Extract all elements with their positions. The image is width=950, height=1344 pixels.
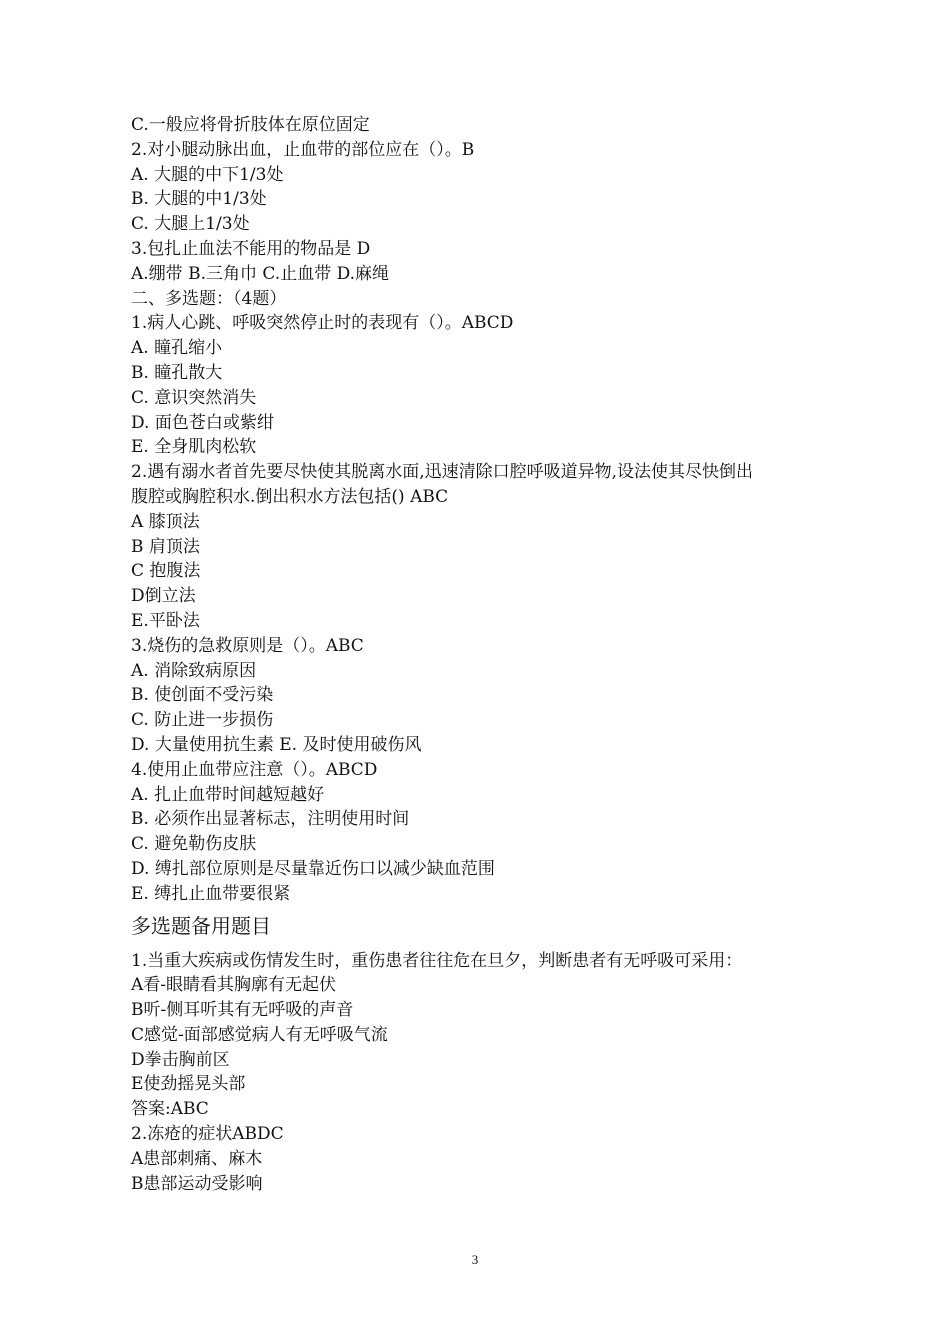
text-line: B患部运动受影响 bbox=[131, 1173, 263, 1194]
text-line: D拳击胸前区 bbox=[131, 1049, 230, 1070]
text-line: 3.包扎止血法不能用的物品是 D bbox=[131, 238, 371, 259]
text-line: C 抱腹法 bbox=[131, 561, 201, 582]
text-line: A患部刺痛、麻木 bbox=[131, 1148, 263, 1169]
text-line: C感觉-面部感觉病人有无呼吸气流 bbox=[131, 1024, 388, 1045]
text-line: A 膝顶法 bbox=[131, 511, 200, 532]
text-line: 2.对小腿动脉出血，止血带的部位应在（）。B bbox=[131, 139, 475, 160]
text-line: 1.病人心跳、呼吸突然停止时的表现有（）。ABCD bbox=[131, 313, 514, 334]
text-line: B 肩顶法 bbox=[131, 536, 200, 557]
text-line: B. 大腿的中1/3处 bbox=[131, 189, 267, 210]
text-line: C. 避免勒伤皮肤 bbox=[131, 834, 257, 855]
text-line: A. 扎止血带时间越短越好 bbox=[131, 784, 325, 805]
text-line: B听-侧耳听其有无呼吸的声音 bbox=[131, 1000, 354, 1021]
text-block-part2 bbox=[131, 949, 851, 1197]
text-line: C. 意识突然消失 bbox=[131, 387, 257, 408]
text-line: C. 大腿上1/3处 bbox=[131, 214, 250, 235]
text-line: 4.使用止血带应注意（）。ABCD bbox=[131, 759, 378, 780]
text-line: A. 消除致病原因 bbox=[131, 660, 257, 681]
text-line: B. 使创面不受污染 bbox=[131, 685, 274, 706]
text-line: 1.当重大疾病或伤情发生时，重伤患者往往危在旦夕，判断患者有无呼吸可采用： bbox=[131, 950, 743, 971]
text-line: E使劲摇晃头部 bbox=[131, 1074, 246, 1095]
text-line: D. 面色苍白或紫绀 bbox=[131, 412, 274, 433]
text-line: 二、多选题：（4题） bbox=[131, 288, 287, 309]
text-line: D. 缚扎部位原则是尽量靠近伤口以减少缺血范围 bbox=[131, 858, 495, 879]
text-line: A. 瞳孔缩小 bbox=[131, 338, 223, 359]
text-line: B. 必须作出显著标志，注明使用时间 bbox=[131, 809, 410, 830]
text-line: A. 大腿的中下1/3处 bbox=[131, 164, 284, 185]
text-line: 3.烧伤的急救原则是（）。ABC bbox=[131, 635, 364, 656]
text-line: C.一般应将骨折肢体在原位固定 bbox=[131, 115, 370, 135]
text-line: E.平卧法 bbox=[131, 610, 200, 631]
page-content bbox=[131, 113, 851, 1196]
text-line: D倒立法 bbox=[131, 586, 196, 607]
text-block-part1 bbox=[131, 113, 851, 907]
section-heading: 多选题备用题目 bbox=[131, 913, 271, 938]
page-number: 3 bbox=[471, 1252, 479, 1267]
text-line: A看-眼睛看其胸廓有无起伏 bbox=[131, 975, 337, 996]
text-line: 答案:ABC bbox=[131, 1099, 209, 1120]
text-line: 2.冻疮的症状ABDC bbox=[131, 1124, 284, 1145]
text-line: E. 全身肌肉松软 bbox=[131, 437, 257, 458]
text-line: A.绷带 B.三角巾 C.止血带 D.麻绳 bbox=[131, 263, 390, 284]
text-line: D. 大量使用抗生素 E. 及时使用破伤风 bbox=[131, 734, 422, 755]
text-line: E. 缚扎止血带要很紧 bbox=[131, 883, 291, 904]
text-line: 2.遇有溺水者首先要尽快使其脱离水面,迅速清除口腔呼吸道异物,设法使其尽快倒出 bbox=[131, 462, 754, 483]
text-line: B. 瞳孔散大 bbox=[131, 362, 223, 383]
text-line: 腹腔或胸腔积水.倒出积水方法包括() ABC bbox=[131, 486, 449, 507]
text-line: C. 防止进一步损伤 bbox=[131, 710, 274, 731]
